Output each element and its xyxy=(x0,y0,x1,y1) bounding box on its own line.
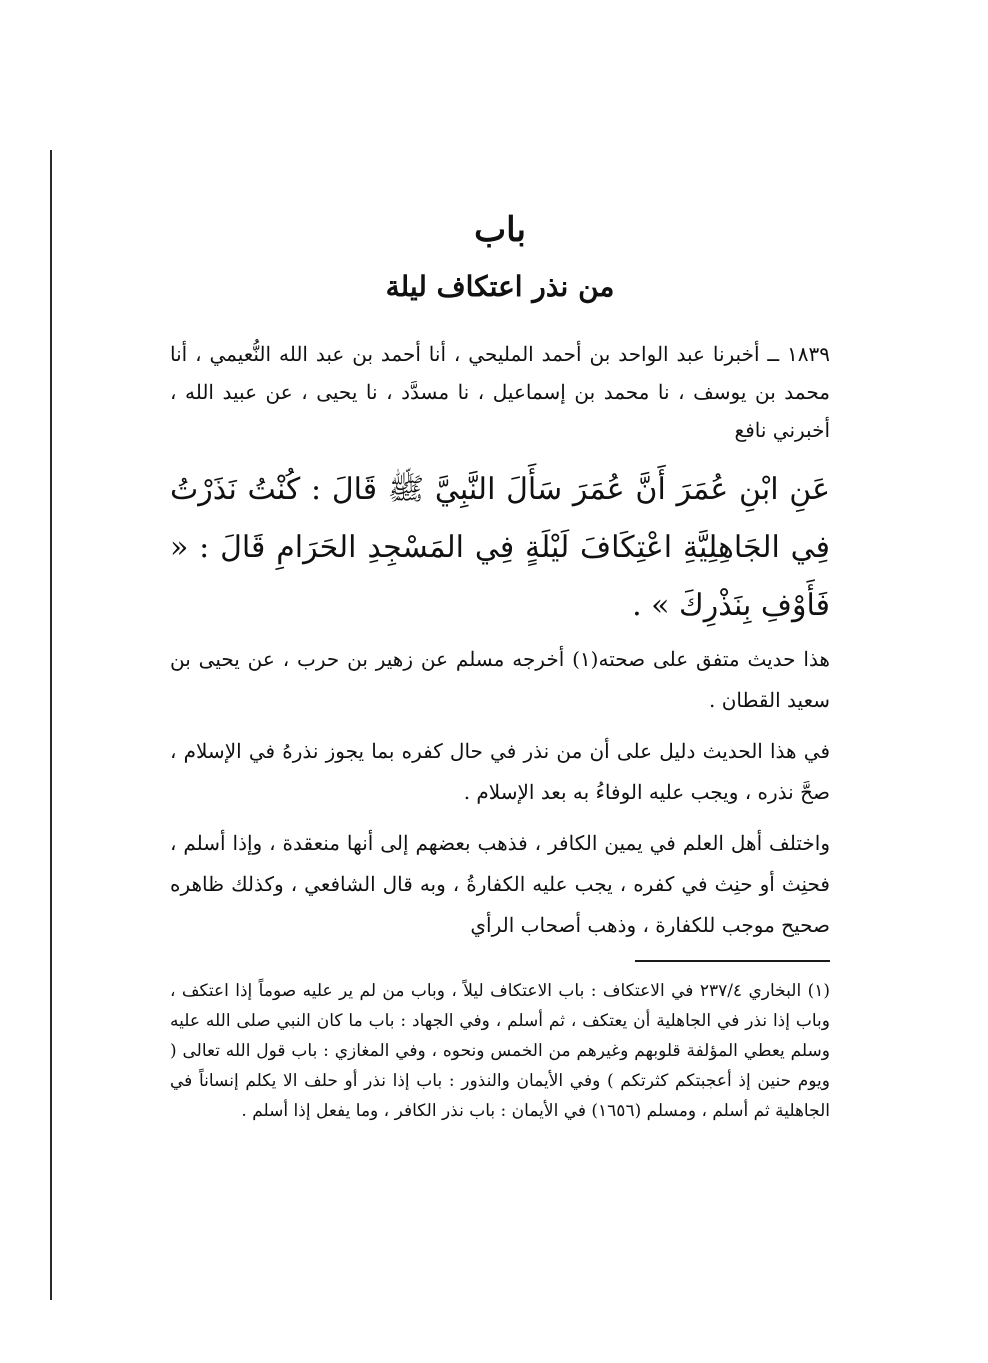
chapter-title: باب xyxy=(474,210,526,250)
footnote-divider xyxy=(635,960,830,962)
commentary-paragraph-3: واختلف أهل العلم في يمين الكافر ، فذهب بعضهم إلى أنها منعقدة ، وإذا أسلم ، فحنِث أو حنِث في كفره ، يجب عليه الكفارةُ ، وبه قال الشافعي ، وكذلك ظاهره صحيح موجب للكفارة ، وذهب أصحاب الرأي xyxy=(170,831,830,938)
commentary-paragraph-2: في هذا الحديث دليل على أن من نذر في حال كفره بما يجوز نذرهُ في الإسلام ، صحَّ نذره ، ويجب عليه الوفاءُ به بعد الإسلام . xyxy=(170,739,830,805)
footnote-text: (١) البخاري ٢٣٧/٤ في الاعتكاف : باب الاعتكاف ليلاً ، وباب من لم ير عليه صوماً إذا اعتكف ، وباب إذا نذر في الجاهلية أن يعتكف ، ثم أسلم ، وفي الجهاد : باب ما كان النبي صلى الله عليه وسلم يعطي المؤلفة قلوبهم وغيرهم من الخمس ونحوه ، وفي المغازي : باب قول الله تعالى ( ويوم حنين إذ أعجبتكم كثرتكم ) وفي الأيمان والنذور : باب إذا نذر أو حلف الا يكلم إنساناً في الجاهلية ثم أسلم ، ومسلم (١٦٥٦) في الأيمان : باب نذر الكافر ، وما يفعل إذا أسلم . xyxy=(170,981,830,1122)
isnad-text: ١٨٣٩ ــ أخبرنا عبد الواحد بن أحمد المليحي ، أنا أحمد بن عبد الله النُّعيمي ، أنا محمد بن يوسف ، نا محمد بن إسماعيل ، نا مسدَّد ، نا يحيى ، عن عبيد الله ، أخبرني نافع xyxy=(170,342,830,443)
hadith-text: عَنِ ابْنِ عُمَرَ أَنَّ عُمَرَ سَأَلَ النَّبِيَّ ﷺ قَالَ : كُنْتُ نَذَرْتُ فِي الجَاهِلِيَّةِ اعْتِكَافَ لَيْلَةٍ فِي المَسْجِدِ الحَرَامِ قَالَ : « فَأَوْفِ بِنَذْرِكَ » . xyxy=(170,472,830,624)
commentary-paragraph-1: هذا حديث متفق على صحته(١) أخرجه مسلم عن زهير بن حرب ، عن يحيى بن سعيد القطان . xyxy=(170,647,830,713)
page-content xyxy=(170,210,830,1126)
page-spine-line xyxy=(50,150,52,1300)
chapter-subtitle: من نذر اعتكاف ليلة xyxy=(385,269,615,303)
